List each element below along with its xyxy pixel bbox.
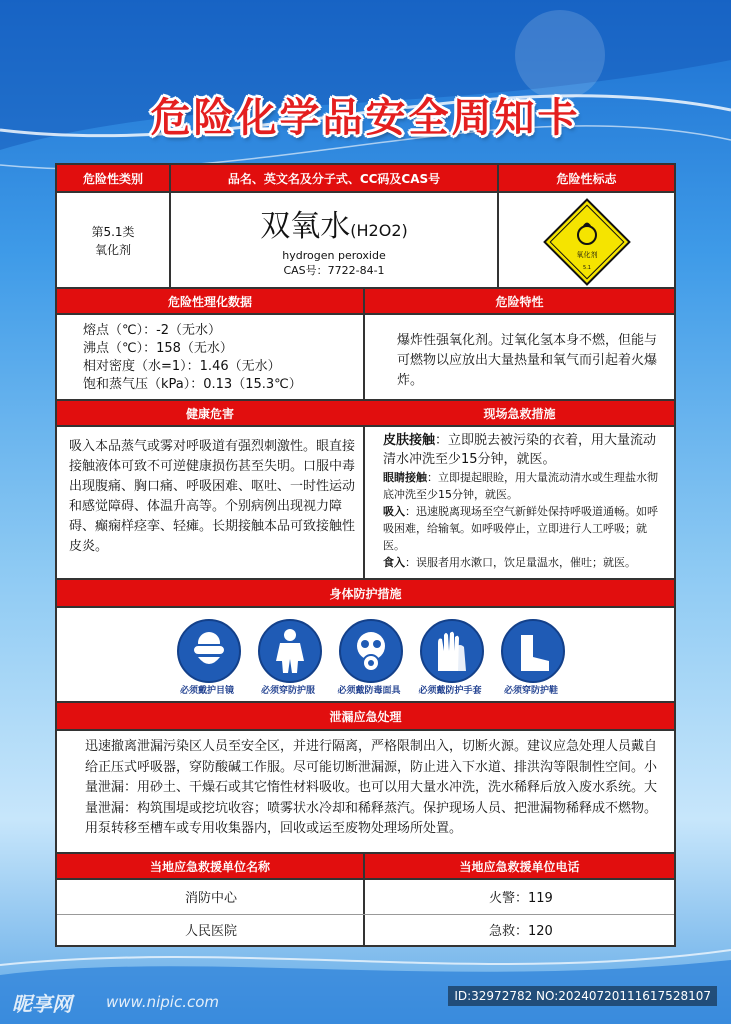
first-aid-skin (383, 431, 665, 469)
ppe-label-goggles: 必须戴护目镜 (179, 686, 234, 696)
safety-card (55, 163, 676, 947)
ppe-label-suit: 必须穿防护服 (260, 686, 315, 696)
hazard-sign-class: 5.1 (583, 265, 591, 271)
first-aid-ingestion-text: ：误服者用水漱口，饮足量温水，催吐；就医。 (405, 556, 636, 569)
header-hazard-category: 危险性类别 (82, 171, 143, 186)
watermark-logo: 昵享网 (12, 992, 72, 1016)
leak-response-text: 迅速撤离泄漏污染区人员至安全区，并进行隔离，严格限制出入，切断火源。建议应急处理人员戴自给正压式呼吸器，穿防酸碱工作服。尽可能切断泄漏源，防止进入下水道、排洪沟等限制性空间。小量泄漏：用砂土、干燥石或其它惰性材料吸收。也可以用大量水冲洗，洗水稀释后放入废水系统。大量泄漏：构筑围堤或挖坑收容；喷雾状水冷却和稀释蒸汽。保护现场人员、把泄漏物稀释成不燃物。用泵转移至槽车或专用收集器内，回收或运至废物处理场所处置。 (85, 739, 658, 836)
first-aid-inhalation (383, 503, 665, 554)
card-header-row (57, 165, 674, 193)
first-aid-skin-label: 皮肤接触 (383, 433, 436, 448)
contact-name-hospital: 人民医院 (185, 924, 238, 939)
image-id-label: ID:32972782 NO:20240720111617528107 (448, 986, 717, 1006)
ppe-label-boots: 必须穿防护鞋 (503, 686, 558, 696)
health-header-row (57, 401, 674, 427)
melting-point: 熔点（℃）：-2（无水） (83, 323, 222, 338)
product-formula: (H2O2) (350, 221, 408, 240)
boiling-point: 沸点（℃）：158（无水） (83, 341, 233, 356)
physchem-header-row (57, 289, 674, 315)
header-product-info: 品名、英文名及分子式、CC码及CAS号 (227, 171, 441, 186)
header-contact-phone: 当地应急救援单位电话 (459, 859, 580, 874)
contact-name-fire: 消防中心 (185, 891, 238, 906)
ppe-label-gloves: 必须戴防护手套 (418, 686, 482, 696)
hazard-properties-text: 爆炸性强氧化剂。过氧化氢本身不燃，但能与可燃物以应放出大量热量和氧气而引起着火爆炸。 (397, 333, 658, 388)
first-aid-eyes (383, 469, 665, 503)
category-name: 氧化剂 (94, 243, 131, 257)
header-health-hazard: 健康危害 (185, 406, 234, 421)
product-info (171, 201, 497, 278)
header-contact-name: 当地应急救援单位名称 (149, 859, 270, 874)
header-first-aid: 现场急救措施 (483, 406, 556, 421)
health-hazard-text: 吸入本品蒸气或雾对呼吸道有强烈刺激性。眼直接接触液体可致不可逆健康损伤甚至失明。口服中毒出现腹痛、胸口痛、呼吸困难、呕吐、一时性运动和感觉障碍、体温升高等。个别病例出现视力障碍、癫痫样痉挛、轻瘫。长期接触本品可致接触性皮炎。 (69, 439, 356, 554)
category-class: 第5.1类 (91, 225, 135, 239)
leak-header: 泄漏应急处理 (57, 703, 674, 729)
watermark-url: www.nipic.com (106, 993, 220, 1011)
gas-mask-icon (339, 619, 403, 683)
hazard-category (57, 223, 169, 259)
protection-header: 身体防护措施 (57, 580, 674, 606)
ppe-label-gas-mask: 必须戴防毒面具 (337, 686, 401, 696)
product-name: 双氧水 (260, 209, 351, 244)
physchem-data-list (83, 322, 363, 394)
gloves-icon (420, 619, 484, 683)
first-aid-skin-text: ：立即脱去被污染的衣着，用大量流动清水冲洗至少15分钟，就医。 (383, 433, 657, 467)
product-english-name: hydrogen peroxide (282, 249, 386, 262)
header-physchem-data: 危险性理化数据 (167, 294, 252, 309)
relative-density: 相对密度（水=1）：1.46（无水） (83, 359, 281, 374)
oxidizer-hazard-icon (542, 197, 632, 287)
contact-phone-hospital: 急救：120 (489, 924, 553, 939)
first-aid-inhalation-text: ：迅速脱离现场至空气新鲜处保持呼吸道通畅。如呼吸困难，给输氧。如呼吸停止，立即进行人工呼吸；就医。 (383, 505, 658, 552)
header-hazard-properties: 危险特性 (495, 294, 544, 309)
header-hazard-sign: 危险性标志 (556, 171, 617, 186)
vapor-pressure: 饱和蒸气压（kPa）：0.13（15.3℃） (83, 377, 302, 392)
first-aid-inhalation-label: 吸入 (383, 505, 405, 518)
first-aid-ingestion-label: 食入 (383, 556, 405, 569)
first-aid-eyes-text: ：立即提起眼睑，用大量流动清水或生理盐水彻底冲洗至少15分钟，就医。 (383, 471, 658, 501)
goggles-icon (177, 619, 241, 683)
page-title: 危险化学品安全周知卡 (150, 95, 581, 141)
hazard-sign-label: 氧化剂 (576, 251, 598, 259)
protective-suit-icon (258, 619, 322, 683)
boots-icon (501, 619, 565, 683)
contacts-header-row (57, 854, 674, 880)
first-aid-eyes-label: 眼睛接触 (383, 471, 427, 484)
first-aid-ingestion (383, 554, 665, 571)
first-aid-list (383, 431, 665, 571)
product-cas-number: CAS号：7722-84-1 (283, 264, 385, 277)
contact-phone-fire: 火警：119 (489, 891, 553, 906)
